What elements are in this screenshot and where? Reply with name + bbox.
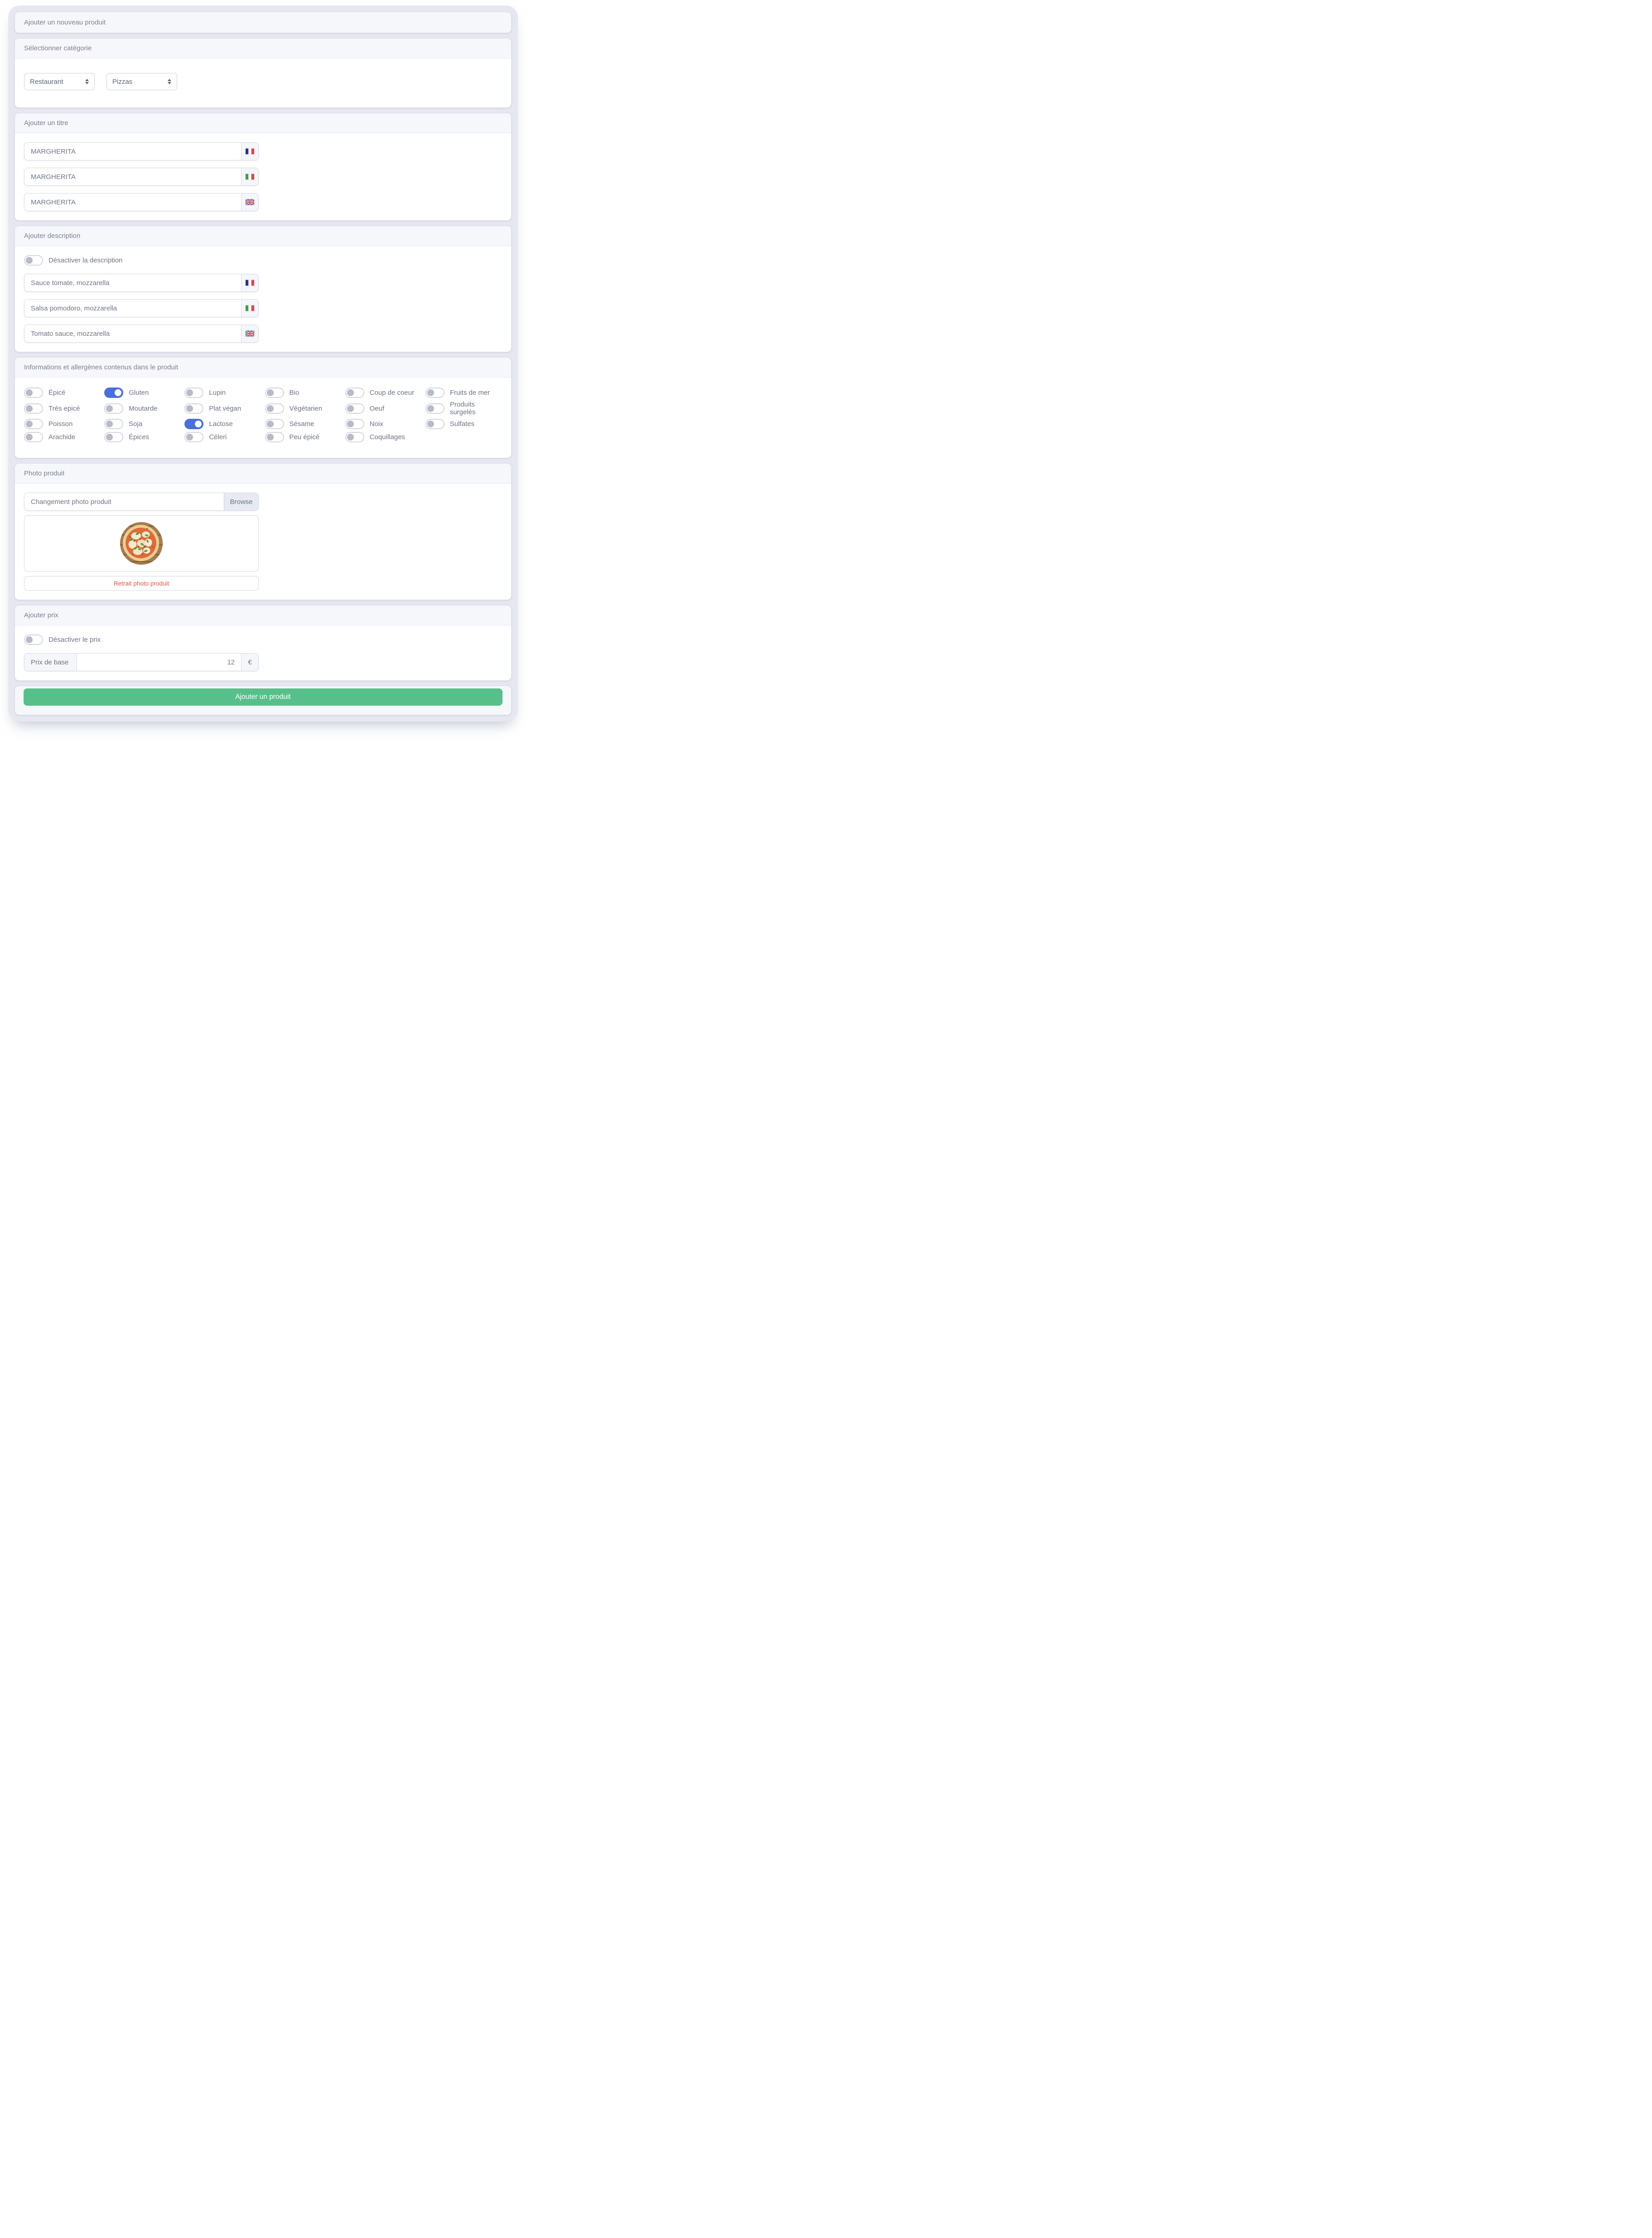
toggle-switch	[425, 403, 444, 414]
price-section-title: Ajouter prix	[15, 606, 511, 625]
title-section-title: Ajouter un titre	[15, 113, 511, 133]
toggle-knob	[347, 405, 354, 412]
title-input-group-it	[24, 168, 259, 186]
add-product-button[interactable]: Ajouter un produit	[24, 688, 502, 706]
allergen-label: Plat végan	[209, 404, 242, 412]
toggle-knob	[26, 405, 33, 412]
toggle-knob	[26, 636, 33, 643]
toggle-knob	[267, 434, 274, 441]
base-price-input[interactable]	[77, 654, 241, 671]
title-input-fr[interactable]	[24, 143, 241, 160]
toggle-switch	[104, 403, 123, 414]
flag-uk-icon	[246, 330, 254, 337]
flag-addon	[241, 300, 258, 317]
title-input-it[interactable]	[24, 168, 241, 185]
toggle-knob	[347, 434, 354, 441]
allergen-toggle[interactable]	[184, 432, 261, 442]
toggle-knob	[106, 434, 113, 441]
allergen-toggle[interactable]	[104, 401, 181, 416]
toggle-switch	[425, 419, 444, 429]
toggle-knob	[427, 421, 434, 427]
restaurant-select[interactable]	[24, 73, 95, 90]
flag-uk-icon	[246, 199, 254, 205]
allergen-label: Sulfates	[449, 420, 475, 428]
category-select-value: Pizzas	[112, 78, 133, 86]
allergen-label: Lupin	[209, 389, 226, 397]
allergens-card	[14, 357, 512, 458]
title-input-group-fr	[24, 142, 259, 160]
allergen-toggle[interactable]	[265, 419, 342, 429]
toggle-knob	[267, 405, 274, 412]
allergen-label: Produits surgelés	[449, 401, 476, 416]
toggle-switch	[184, 388, 203, 398]
toggle-knob	[26, 421, 33, 427]
allergen-label: Épices	[129, 433, 150, 441]
allergen-label: Peu épicé	[289, 433, 320, 441]
category-select[interactable]	[106, 73, 177, 90]
toggle-knob	[26, 257, 33, 264]
toggle-knob	[195, 421, 202, 427]
select-caret-icon	[168, 79, 171, 84]
allergen-label: Lactose	[209, 420, 233, 428]
allergen-label: Sésame	[289, 420, 314, 428]
description-body	[15, 246, 511, 352]
description-input-group-it	[24, 299, 259, 317]
toggle-switch	[104, 432, 123, 442]
toggle-disable-price[interactable]	[24, 635, 502, 645]
page	[0, 0, 522, 733]
product-photo-pizza	[119, 521, 164, 566]
allergen-label: Poisson	[48, 420, 73, 428]
description-card	[14, 226, 512, 352]
description-input-group-fr	[24, 274, 259, 292]
allergen-toggle[interactable]	[425, 419, 502, 429]
toggle-switch	[24, 403, 43, 414]
add-product-form	[8, 5, 518, 722]
toggle-switch	[265, 403, 284, 414]
photo-section-title: Photo produit	[15, 464, 511, 484]
toggle-switch	[24, 388, 43, 398]
allergen-label: Coquillages	[369, 433, 406, 441]
flag-it-icon	[246, 305, 254, 311]
description-input-group-en	[24, 325, 259, 343]
toggle-switch	[265, 432, 284, 442]
flag-addon	[241, 194, 258, 211]
toggle-knob	[115, 389, 121, 396]
browse-button[interactable]: Browse	[224, 493, 258, 510]
disable-price-label: Désactiver le prix	[48, 636, 101, 644]
photo-card	[14, 463, 512, 600]
disable-description-label: Désactiver la description	[48, 257, 123, 264]
flag-fr-icon	[246, 280, 254, 286]
toggle-switch	[345, 403, 364, 414]
allergen-toggle[interactable]	[104, 432, 181, 442]
toggle-knob	[106, 421, 113, 427]
toggle-knob	[267, 389, 274, 396]
allergen-label: Coup de coeur	[369, 389, 415, 397]
title-input-en[interactable]	[24, 194, 241, 211]
flag-addon	[241, 325, 258, 342]
allergen-label: Moutarde	[129, 404, 158, 412]
photo-preview-box	[24, 515, 259, 572]
toggle-switch	[104, 388, 123, 398]
allergen-grid	[24, 387, 502, 449]
page-title: Ajouter un nouveau produit	[15, 12, 511, 33]
toggle-switch	[24, 419, 43, 429]
flag-fr-icon	[246, 148, 254, 155]
allergen-toggle[interactable]	[345, 401, 422, 416]
toggle-switch	[104, 419, 123, 429]
allergen-label: Très epicé	[48, 404, 80, 412]
allergen-toggle[interactable]	[345, 419, 422, 429]
description-input-fr[interactable]	[24, 274, 241, 291]
photo-file-input[interactable]: Changement photo produit	[31, 498, 111, 506]
photo-body	[15, 484, 511, 600]
allergen-toggle[interactable]	[425, 388, 502, 398]
allergen-label: Arachide	[48, 433, 76, 441]
toggle-switch	[184, 403, 203, 414]
toggle-knob	[347, 389, 354, 396]
description-input-it[interactable]	[24, 300, 241, 317]
flag-addon	[241, 168, 258, 185]
allergen-toggle[interactable]	[184, 401, 261, 416]
allergen-toggle[interactable]	[345, 388, 422, 398]
allergen-toggle[interactable]	[265, 401, 342, 416]
title-body	[15, 133, 511, 220]
category-section-title: Sélectionner catégorie	[15, 39, 511, 58]
toggle-switch	[345, 388, 364, 398]
page-title-card	[14, 12, 512, 33]
toggle-knob	[186, 405, 193, 412]
allergen-label: Noix	[369, 420, 383, 428]
toggle-knob	[106, 405, 113, 412]
category-selects-row	[24, 68, 502, 98]
toggle-disable-description[interactable]	[24, 255, 502, 266]
currency-label: €	[241, 654, 258, 671]
allergen-toggle[interactable]	[104, 388, 181, 398]
allergen-toggle[interactable]	[345, 432, 422, 442]
description-input-en[interactable]	[24, 325, 241, 342]
base-price-label: Prix de base	[24, 654, 77, 671]
allergen-toggle[interactable]	[184, 388, 261, 398]
allergen-toggle[interactable]	[24, 419, 101, 429]
allergens-section-title: Informations et allergènes contenus dans le produit	[15, 358, 511, 378]
restaurant-select-value: Restaurant	[30, 78, 63, 86]
toggle-knob	[186, 389, 193, 396]
toggle-switch	[345, 419, 364, 429]
base-price-group	[24, 653, 259, 671]
toggle-knob	[26, 434, 33, 441]
allergen-label: Épicé	[48, 389, 66, 397]
toggle-knob	[347, 421, 354, 427]
allergen-toggle[interactable]	[24, 388, 101, 398]
allergens-body	[15, 378, 511, 458]
remove-photo-button[interactable]: Retrait photo produit	[24, 576, 259, 591]
price-card	[14, 605, 512, 681]
category-body	[15, 58, 511, 107]
flag-addon	[241, 274, 258, 291]
toggle-switch-off	[24, 255, 43, 266]
title-input-group-en	[24, 193, 259, 211]
toggle-knob	[26, 389, 33, 396]
allergen-label: Bio	[289, 389, 299, 397]
allergen-toggle[interactable]	[184, 419, 261, 429]
allergen-toggle[interactable]	[265, 432, 342, 442]
toggle-switch	[184, 432, 203, 442]
toggle-switch	[24, 432, 43, 442]
select-caret-icon	[85, 79, 89, 84]
toggle-switch	[425, 388, 444, 398]
allergen-toggle[interactable]	[425, 401, 502, 416]
toggle-switch	[265, 419, 284, 429]
submit-card	[14, 686, 512, 715]
toggle-knob	[427, 405, 434, 412]
photo-file-input-group	[24, 493, 259, 511]
toggle-switch	[345, 432, 364, 442]
price-body	[15, 625, 511, 680]
toggle-knob	[186, 434, 193, 441]
toggle-knob	[267, 421, 274, 427]
allergen-label: Végétarien	[289, 404, 323, 412]
toggle-switch-off	[24, 635, 43, 645]
description-section-title: Ajouter description	[15, 226, 511, 246]
title-card	[14, 113, 512, 221]
toggle-switch	[184, 419, 203, 429]
category-card	[14, 38, 512, 108]
flag-it-icon	[246, 174, 254, 180]
allergen-label: Soja	[129, 420, 143, 428]
allergen-toggle[interactable]	[24, 401, 101, 416]
allergen-label: Fruits de mer	[449, 389, 490, 397]
allergen-label: Gluten	[129, 389, 149, 397]
allergen-label: Céleri	[209, 433, 227, 441]
allergen-toggle[interactable]	[265, 388, 342, 398]
allergen-toggle[interactable]	[24, 432, 101, 442]
toggle-knob	[427, 389, 434, 396]
allergen-label: Oeuf	[369, 404, 385, 412]
toggle-switch	[265, 388, 284, 398]
flag-addon	[241, 143, 258, 160]
allergen-toggle[interactable]	[104, 419, 181, 429]
